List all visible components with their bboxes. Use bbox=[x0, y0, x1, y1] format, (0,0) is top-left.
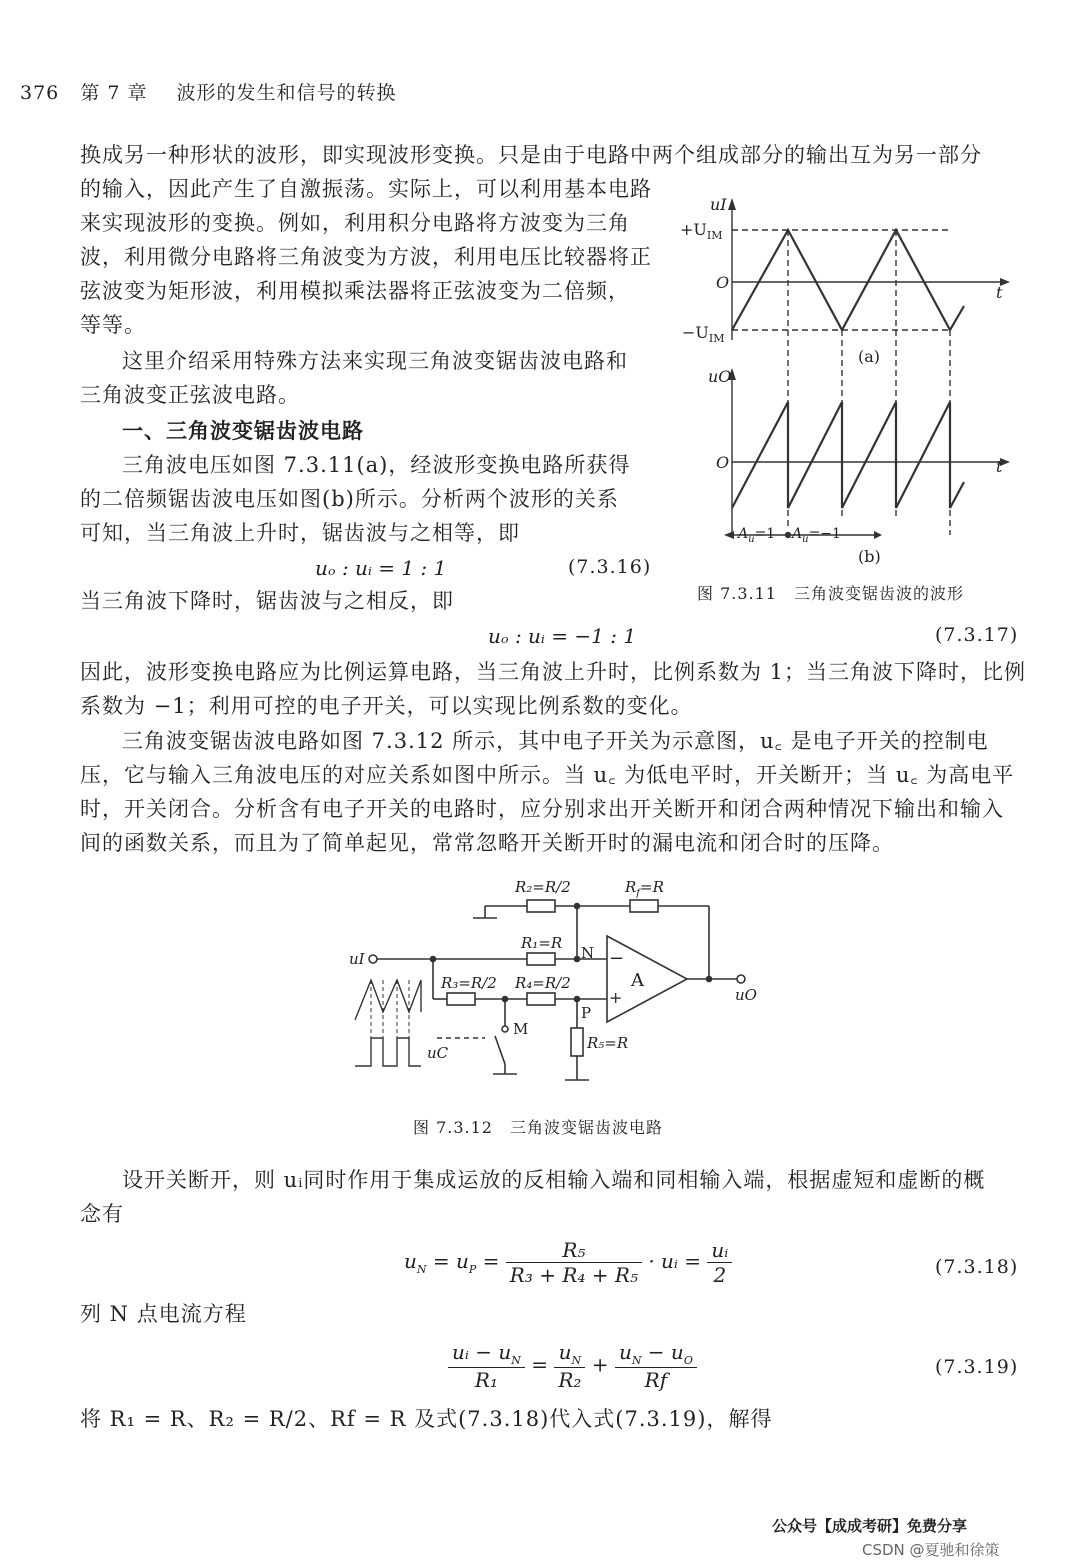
paragraph-4: 因此，波形变换电路应为比例运算电路，当三角波上升时，比例系数为 1；当三角波下降时，比例 系数为 −1；利用可控的电子开关，可以实现比例系数的变化。 bbox=[80, 660, 1027, 718]
label-r1: R₁=R bbox=[521, 934, 563, 952]
label-au-minus-1: $A_u=-1$ bbox=[792, 526, 841, 545]
label-r5: R₅=R bbox=[587, 1034, 629, 1052]
label-ui: uI bbox=[710, 195, 727, 214]
label-minus-input: − bbox=[609, 948, 625, 969]
resistor-rf bbox=[630, 900, 658, 912]
label-r2: R₂=R/2 bbox=[515, 878, 571, 896]
body-line-fall: 当三角波下降时，锯齿波与之相反，即 bbox=[80, 589, 454, 613]
sawtooth-wave bbox=[732, 402, 964, 508]
equation-number-19: (7.3.19) bbox=[935, 1356, 1019, 1378]
label-m: M bbox=[513, 1020, 529, 1038]
body-line-kcl: 列 N 点电流方程 bbox=[80, 1302, 247, 1326]
footer-wechat-note: 公众号【成成考研】免费分享 bbox=[772, 1517, 968, 1535]
label-ui: uI bbox=[349, 950, 365, 968]
label-opamp-a: A bbox=[631, 970, 644, 991]
triangle-wave bbox=[732, 230, 964, 330]
equation-7-3-18: $u_N = u_P$ = $\frac{\text{R₅}}{\text{R₃ + R₄ + R₅}}$ · uᵢ = $\frac{\text{uᵢ}}{2}$ bbox=[404, 1238, 732, 1287]
label-uc: uC bbox=[427, 1044, 449, 1062]
output-terminal bbox=[737, 975, 745, 983]
label-a: (a) bbox=[858, 347, 881, 366]
label-r4: R₄=R/2 bbox=[515, 974, 571, 992]
equation-7-3-17: uₒ : uᵢ = −1 : 1 bbox=[488, 624, 637, 648]
label-p: P bbox=[581, 1004, 592, 1022]
equation-7-3-19: $\frac{uᵢ - u_N}{\text{R₁}}$ = $\frac{u_N}{\text{R₂}}$ + $\frac{u_N - u_O}{Rf}$ bbox=[448, 1340, 697, 1392]
figure-7-3-12 bbox=[345, 872, 775, 1092]
chapter-title: 波形的发生和信号的转换 bbox=[176, 82, 397, 104]
resistor-r2 bbox=[527, 900, 555, 912]
label-n: N bbox=[581, 944, 595, 962]
paragraph-3: 三角波电压如图 7.3.11(a)，经波形变换电路所获得 的二倍频锯齿波电压如图(b)所示。分析两个波形的关系 可知，当三角波上升时，锯齿波与之相等，即 bbox=[80, 453, 631, 545]
resistor-r3 bbox=[447, 993, 475, 1005]
paragraph-6: 设开关断开，则 uᵢ同时作用于集成运放的反相输入端和同相输入端，根据虚短和虚断的概 念有 bbox=[80, 1168, 986, 1226]
label-uo: uO bbox=[735, 986, 757, 1004]
figure-7-3-11 bbox=[680, 190, 1010, 610]
resistor-r1 bbox=[527, 953, 555, 965]
equation-number-18: (7.3.18) bbox=[935, 1256, 1019, 1278]
resistor-r4 bbox=[527, 993, 555, 1005]
equation-number-16: (7.3.16) bbox=[568, 556, 652, 578]
label-r3: R₃=R/2 bbox=[441, 974, 497, 992]
body-last-line: 将 R₁ = R、R₂ = R/2、Rf = R 及式(7.3.18)代入式(7.3.19)，解得 bbox=[80, 1407, 773, 1431]
figure-7-3-12-caption: 图 7.3.12 三角波变锯齿波电路 bbox=[413, 1118, 663, 1137]
chapter-number: 第 7 章 bbox=[80, 82, 148, 104]
resistor-r5 bbox=[571, 1028, 583, 1056]
label-plus-uim: $+U_{IM}$ bbox=[680, 220, 723, 242]
paragraph-2: 这里介绍采用特殊方法来实现三角波变锯齿波电路和 三角波变正弦波电路。 bbox=[80, 349, 628, 407]
footer-csdn-watermark: CSDN @夏驰和徐策 bbox=[862, 1541, 1000, 1559]
label-minus-uim: $-U_{IM}$ bbox=[682, 323, 725, 345]
label-t-a: t bbox=[996, 283, 1003, 302]
label-au-1: $A_u=1$ bbox=[738, 526, 776, 545]
paragraph-5: 三角波变锯齿波电路如图 7.3.12 所示，其中电子开关为示意图，u꜀ 是电子开关的控制电 压，它与输入三角波电压的对应关系如图中所示。当 u꜀ 为低电平时，开关断开；当 u꜀ 为高电平 时，开关闭合。分析含有电子开关的电路时，应分别求出开关断开和闭合两种情况下输出和输入 间的函数关系，而且为了简单起见，常常忽略开关断开时的漏电流和闭合时的压降。 bbox=[80, 729, 1015, 855]
equation-number-17: (7.3.17) bbox=[935, 624, 1019, 646]
page-number: 376 bbox=[20, 82, 60, 104]
label-rf: $R_f=R$ bbox=[625, 878, 664, 899]
paragraph-1: 的输入，因此产生了自激振荡。实际上，可以利用基本电路 来实现波形的变换。例如，利用积分电路将方波变为三角 波，利用微分电路将三角波变为方波，利用电压比较器将正 弦波变为矩形波，利用模拟乘法器将正弦波变为二倍频， 等等。 bbox=[80, 177, 652, 337]
figure-7-3-11-caption: 图 7.3.11 三角波变锯齿波的波形 bbox=[697, 584, 964, 603]
input-terminal bbox=[369, 955, 377, 963]
equation-7-3-16: uₒ : uᵢ = 1 : 1 bbox=[315, 556, 447, 580]
label-origin-b: O bbox=[716, 453, 730, 472]
label-plus-input: + bbox=[609, 988, 623, 1007]
page-header bbox=[20, 78, 397, 105]
body-line-1: 换成另一种形状的波形，即实现波形变换。只是由于电路中两个组成部分的输出互为另一部分 bbox=[80, 143, 982, 167]
label-origin-a: O bbox=[716, 273, 730, 292]
label-t-b: t bbox=[996, 457, 1003, 476]
section-heading: 一、三角波变锯齿波电路 bbox=[122, 418, 364, 443]
label-b: (b) bbox=[858, 547, 881, 566]
label-uo: uO bbox=[708, 367, 732, 386]
